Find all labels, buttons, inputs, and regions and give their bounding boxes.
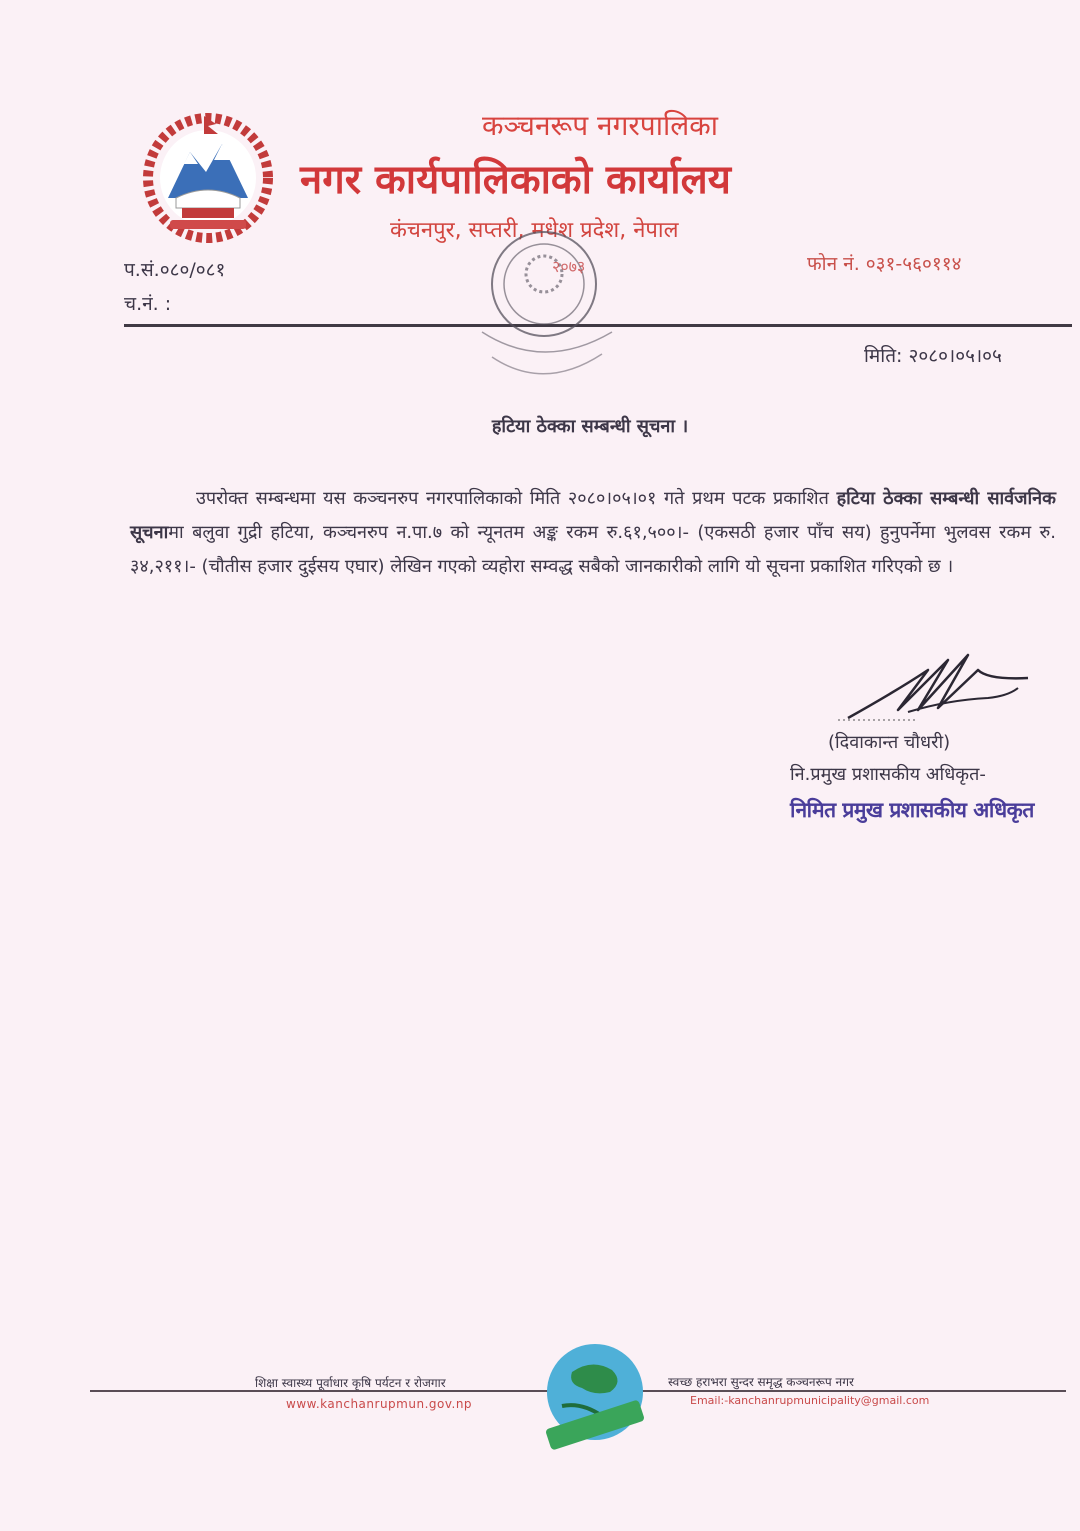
body-text-part2: मा बलुवा गुद्री हटिया, कञ्चनरुप न.पा.७ को न्यूनतम अङ्क रकम रु.६१,५००।- (एकसठी हजार पाँच सय) हुनुपर्नेमा भुलवस रकम रु. ३४,२११।- (चौतीस हजार दुईसय एघार) लेखिन गएको व्यहोरा सम्वद्ध सबैको जानकारीको लागि यो सूचना प्रकाशित गरिएको छ । [130, 522, 1056, 577]
office-address: कंचनपुर, सप्तरी, मधेश प्रदेश, नेपाल [390, 218, 679, 243]
signatory-stamp: निमित प्रमुख प्रशासकीय अधिकृत [790, 798, 1034, 822]
reference-number: प.सं.०८०/०८१ [124, 259, 226, 281]
signatory-name: (दिवाकान्त चौधरी) [828, 732, 951, 753]
dispatch-number: च.नं. : [124, 293, 172, 315]
footer-slogan-left: शिक्षा स्वास्थ्य पूर्वाधार कृषि पर्यटन र रोजगार [255, 1376, 446, 1390]
body-text-part1: उपरोक्त सम्बन्धमा यस कञ्चनरुप नगरपालिकाको मिति २०८०।०५।०१ गते प्रथम पटक प्रकाशित [196, 488, 837, 509]
footer-slogan-right: स्वच्छ हराभरा सुन्दर समृद्ध कञ्चनरूप नगर [668, 1375, 854, 1389]
signature [838, 640, 1038, 730]
phone-number: फोन नं. ०३१-५६०११४ [807, 253, 962, 275]
office-title: नगर कार्यपालिकाको कार्यालय [300, 157, 731, 203]
seal-year: २०७३ [552, 257, 586, 276]
footer-email[interactable]: Email:-kanchanrupmunicipality@gmail.com [690, 1394, 930, 1407]
official-seal [452, 222, 652, 412]
notice-body [130, 482, 1056, 584]
notice-date: मिति: २०८०।०५।०५ [864, 345, 1002, 367]
footer-website[interactable]: www.kanchanrupmun.gov.np [286, 1397, 473, 1411]
globe-logo-icon [532, 1336, 658, 1462]
notice-subject: हटिया ठेक्का सम्बन्धी सूचना । [491, 416, 689, 437]
municipality-name: कञ्चनरूप नगरपालिका [482, 109, 718, 142]
signatory-title: नि.प्रमुख प्रशासकीय अधिकृत- [790, 764, 986, 785]
body-text-bold: हटिया ठेक्का सम्बन्धी सार्वजनिक सूचना [130, 488, 1056, 543]
